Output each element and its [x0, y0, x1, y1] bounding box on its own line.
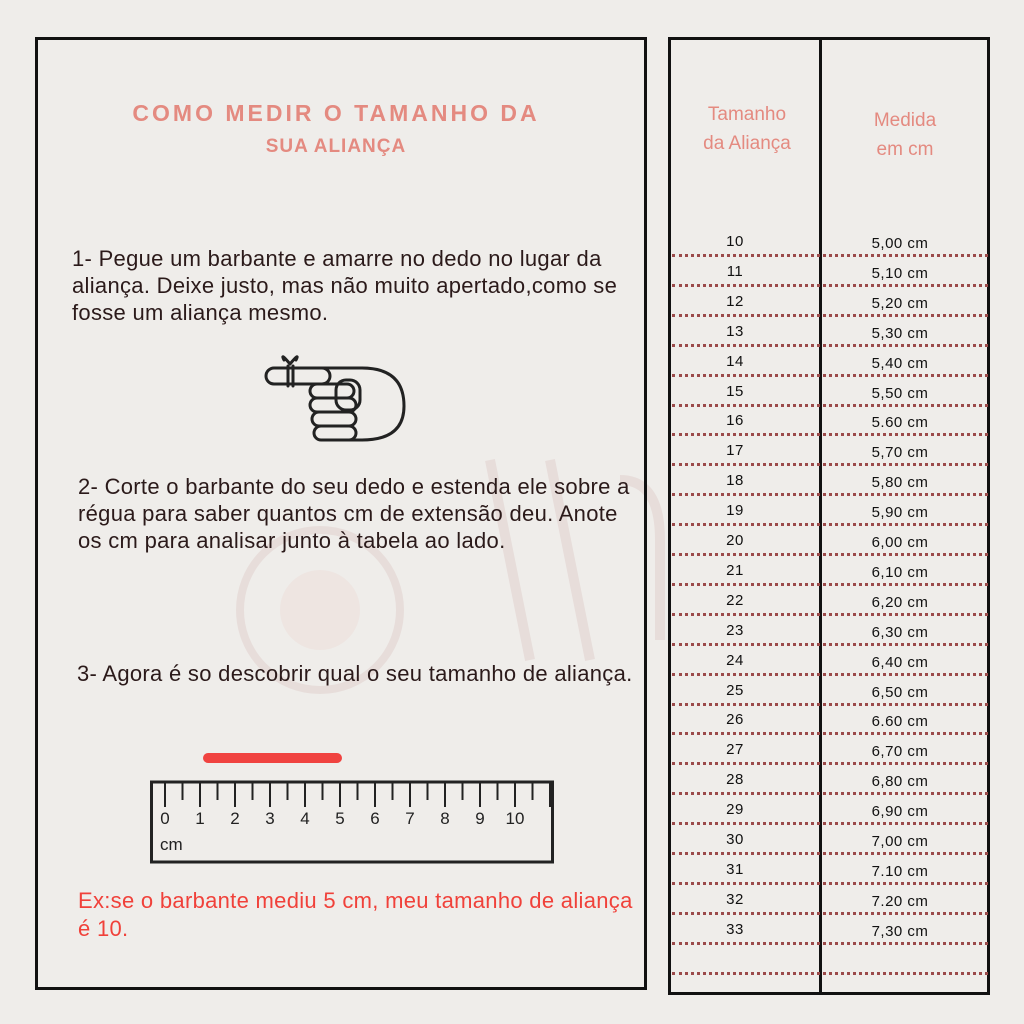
row-separator — [672, 344, 988, 347]
header-size-line2: da Aliança — [703, 133, 791, 154]
page-title: COMO MEDIR O TAMANHO DA — [132, 100, 540, 126]
table-cell-cm: 6,50 cm — [871, 683, 929, 701]
row-separator — [672, 942, 988, 945]
ruler-number: 3 — [265, 809, 275, 828]
row-separator — [672, 732, 988, 735]
table-cell-size: 17 — [726, 442, 744, 460]
row-separator — [672, 643, 988, 646]
ruler-unit-label: cm — [160, 835, 183, 854]
table-cell-size: 19 — [726, 502, 744, 520]
row-separator — [672, 673, 988, 676]
table-cell-cm: 5,40 cm — [871, 354, 929, 372]
row-separator — [672, 314, 988, 317]
table-cell-cm: 6,80 cm — [871, 773, 929, 791]
row-separator — [672, 792, 988, 795]
table-cell-size: 25 — [726, 681, 744, 699]
table-cell-cm: 6,30 cm — [871, 623, 929, 641]
row-separator — [672, 972, 988, 975]
table-cell-size: 14 — [726, 352, 744, 370]
table-cell-size: 28 — [726, 771, 744, 789]
finger-with-string-icon — [262, 352, 412, 442]
table-cell-size: 31 — [726, 860, 744, 878]
table-cell-cm: 6,20 cm — [871, 593, 929, 611]
table-cell-cm: 5,30 cm — [871, 324, 929, 342]
table-cell-cm: 5,20 cm — [871, 294, 929, 312]
table-cell-size: 13 — [726, 322, 744, 340]
row-separator — [672, 374, 988, 377]
header-cm-line1: Medida — [873, 110, 937, 131]
table-cell-size: 18 — [726, 472, 744, 490]
row-separator — [672, 284, 988, 287]
example-text: Ex:se o barbante mediu 5 cm, meu tamanho de aliança é 10. — [78, 888, 633, 941]
table-cell-cm: 5,80 cm — [871, 474, 929, 492]
ruler-number: 7 — [405, 809, 415, 828]
header-cm — [822, 106, 988, 164]
ruler-number: 1 — [195, 809, 205, 828]
table-cell-cm: 5,90 cm — [871, 504, 929, 522]
table-cell-cm: 5,50 cm — [871, 384, 929, 402]
table-cell-size: 30 — [726, 831, 744, 848]
table-cell-size: 22 — [726, 591, 744, 609]
header-cm-line2: em cm — [876, 139, 934, 160]
ruler-number: 9 — [475, 809, 485, 828]
table-cell-size: 29 — [726, 801, 744, 819]
table-cell-size: 16 — [726, 412, 744, 430]
step-1-text: 1- Pegue um barbante e amarre no dedo no lugar da aliança. Deixe justo, mas não muito apertado,como se fosse um aliança mesmo. — [72, 246, 618, 325]
table-cell-size: 24 — [726, 651, 744, 669]
step-3-text: 3- Agora é so descobrir qual o seu tamanho de aliança. — [77, 661, 633, 686]
page-subtitle: SUA ALIANÇA — [265, 136, 407, 157]
ruler-number: 4 — [300, 809, 310, 828]
table-cell-cm: 7,30 cm — [871, 922, 929, 940]
row-separator — [672, 463, 988, 466]
table-cell-size: 21 — [726, 561, 744, 579]
table-cell-size: 23 — [726, 621, 744, 639]
row-separator — [672, 852, 988, 855]
row-separator — [672, 254, 988, 257]
row-separator — [672, 762, 988, 765]
ruler-number: 5 — [335, 809, 345, 828]
table-cell-cm: 7.20 cm — [871, 892, 929, 910]
table-cell-cm: 6,90 cm — [871, 803, 929, 821]
ruler-number: 8 — [440, 809, 450, 828]
row-separator — [672, 553, 988, 556]
ruler-number: 6 — [370, 809, 380, 828]
table-cell-size: 15 — [726, 382, 744, 400]
table-cell-size: 11 — [726, 262, 744, 280]
table-cell-cm: 6,10 cm — [871, 563, 929, 581]
table-cell-size: 26 — [726, 711, 744, 729]
table-cell-cm: 7,00 cm — [871, 833, 929, 850]
row-separator — [672, 433, 988, 436]
table-cell-size: 27 — [726, 741, 744, 759]
row-separator — [672, 583, 988, 586]
row-separator — [672, 822, 988, 825]
table-cell-cm: 5,10 cm — [871, 264, 929, 282]
table-cell-size: 33 — [726, 920, 744, 938]
ruler-number: 2 — [230, 809, 240, 828]
table-cell-size: 10 — [726, 233, 744, 250]
ruler-number: 10 — [505, 809, 525, 828]
row-separator — [672, 912, 988, 915]
table-cell-size: 12 — [726, 292, 744, 310]
table-cell-cm: 5,70 cm — [871, 444, 929, 462]
header-size — [672, 100, 822, 158]
row-separator — [672, 493, 988, 496]
row-separator — [672, 523, 988, 526]
table-cell-cm: 5.60 cm — [871, 414, 929, 432]
table-cell-cm: 6.60 cm — [871, 713, 929, 731]
row-separator — [672, 613, 988, 616]
table-cell-size: 32 — [726, 890, 744, 908]
table-cell-cm: 6,40 cm — [871, 653, 929, 671]
row-separator — [672, 882, 988, 885]
ruler-number: 0 — [160, 809, 170, 828]
table-cell-cm: 6,00 cm — [871, 534, 929, 551]
row-separator — [672, 703, 988, 706]
table-cell-cm: 7.10 cm — [871, 862, 929, 880]
table-cell-size: 20 — [726, 532, 744, 549]
string-sample — [203, 753, 342, 763]
step-2-text: 2- Corte o barbante do seu dedo e estenda ele sobre a régua para saber quantos cm de extensão deu. Anote os cm para analisar junto à tabela ao lado. — [78, 474, 630, 553]
header-size-line1: Tamanho — [707, 104, 787, 125]
table-cell-cm: 6,70 cm — [871, 743, 929, 761]
row-separator — [672, 404, 988, 407]
ruler — [150, 780, 555, 864]
table-cell-cm: 5,00 cm — [871, 235, 929, 252]
